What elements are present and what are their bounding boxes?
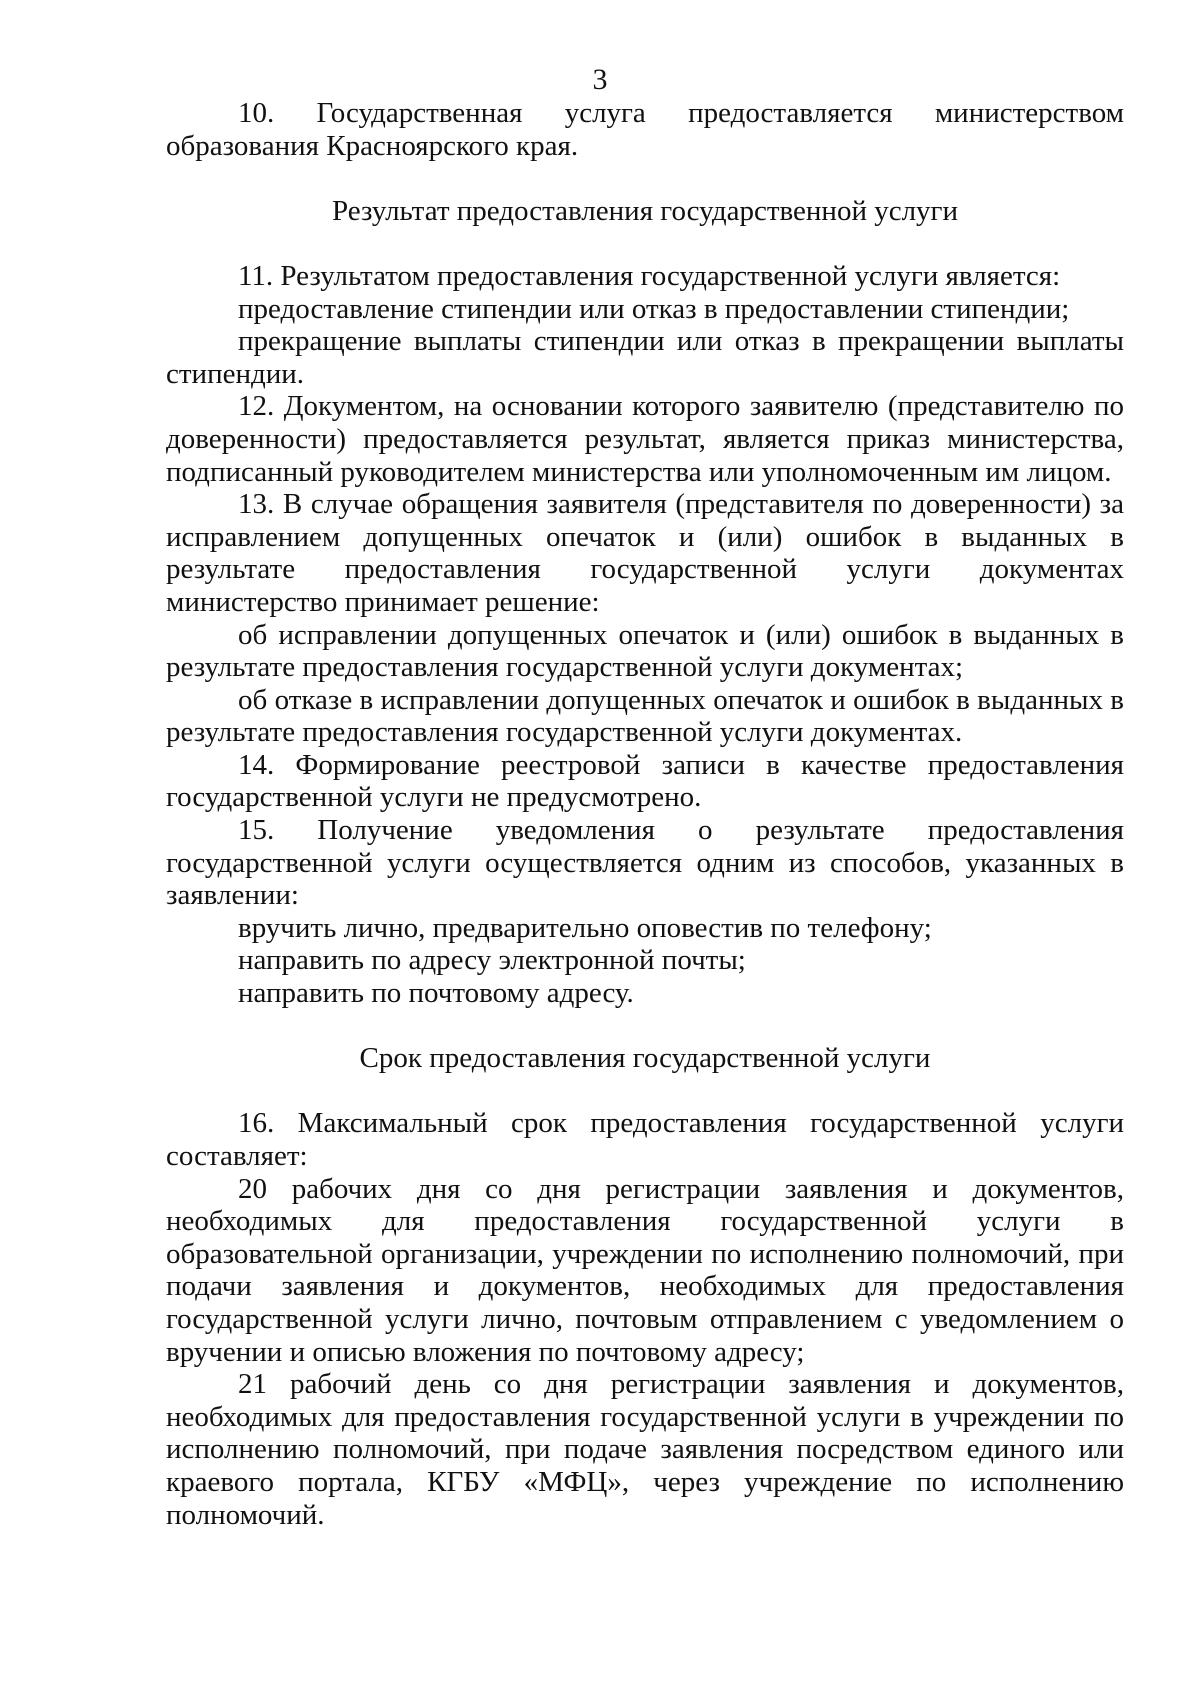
- spacer: [166, 162, 1124, 195]
- paragraph-11-item-1: предоставление стипендии или отказ в предоставлении стипендии;: [238, 292, 1070, 325]
- paragraph-11: 11. Результатом предоставления государственной услуги является:: [238, 259, 1061, 292]
- paragraph-10: 10. Государственная услуга предоставляется министерством образования Красноярского края.: [166, 97, 1124, 162]
- section-heading-term: Срок предоставления государственной услуги: [359, 1042, 931, 1075]
- paragraph-16-item-2: 21 рабочий день со дня регистрации заявления и документов, необходимых для предоставления государственной услуги в учреждении по исполнению полномочий, при подаче заявления посредством единого или краевого портала, КГБУ «МФЦ», через учреждение по исполнению полномочий.: [166, 1368, 1124, 1531]
- paragraph-14: 14. Формирование реестровой записи в качестве предоставления государственной услуги не предусмотрено.: [166, 748, 1124, 814]
- spacer: [166, 1010, 1124, 1043]
- paragraph-13-item-1: об исправлении допущенных опечаток и (или) ошибок в выданных в результате предоставления государственной услуги документах;: [166, 618, 1124, 684]
- paragraph-11-item-2: прекращение выплаты стипендии или отказ в прекращении выплаты стипендии.: [166, 325, 1124, 390]
- paragraph-12: 12. Документом, на основании которого заявителю (представителю по доверенности) предоставляется результат, является приказ министерства, подписанный руководителем министерства или уполномоченным им лицом.: [166, 390, 1124, 488]
- paragraph-15-item-3: направить по почтовому адресу.: [238, 977, 634, 1010]
- paragraph-13-item-2: об отказе в исправлении допущенных опечаток и ошибок в выданных в результате предоставления государственной услуги документах.: [166, 683, 1124, 749]
- spacer: [166, 1075, 1124, 1108]
- paragraph-15-item-2: направить по адресу электронной почты;: [238, 944, 746, 977]
- spacer: [166, 227, 1124, 260]
- paragraph-16-item-1: 20 рабочих дня со дня регистрации заявления и документов, необходимых для предоставления государственной услуги в образовательной организации, учреждении по исполнению полномочий, при подачи заявления и документов, необходимых для предоставления государственной услуги лично, почтовым отправлением с уведомлением о вручении и описью вложения по почтовому адресу;: [166, 1172, 1124, 1368]
- section-heading-result: Результат предоставления государственной услуги: [332, 194, 958, 227]
- paragraph-16: 16. Максимальный срок предоставления государственной услуги составляет:: [166, 1107, 1124, 1172]
- paragraph-13: 13. В случае обращения заявителя (представителя по доверенности) за исправлением допущенных опечаток и (или) ошибок в выданных в результате предоставления государственной услуги документах министерство принимает решение:: [166, 488, 1124, 618]
- document-body: [166, 97, 1124, 1531]
- page-number: 3: [592, 63, 608, 96]
- paragraph-15-item-1: вручить лично, предварительно оповестив по телефону;: [238, 911, 932, 944]
- paragraph-15: 15. Получение уведомления о результате предоставления государственной услуги осуществляется одним из способов, указанных в заявлении:: [166, 814, 1124, 912]
